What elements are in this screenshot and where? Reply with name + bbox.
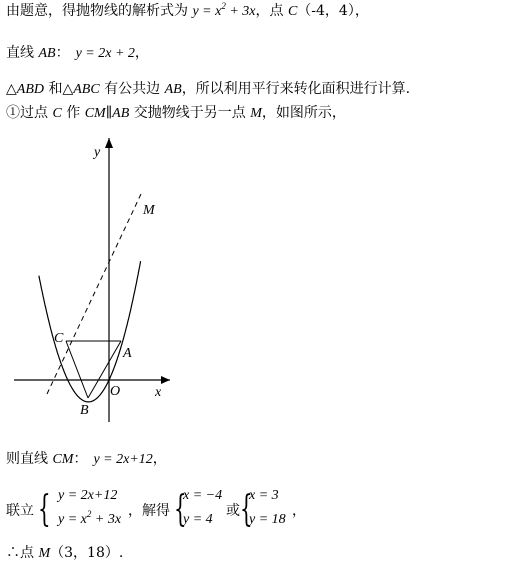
parabola-figure xyxy=(0,132,200,422)
triangle-symbol: △ xyxy=(6,81,17,97)
therefore-text: ∴点 xyxy=(6,545,39,561)
colon-2: ： xyxy=(73,451,88,467)
line4-text: ①过点 xyxy=(6,105,53,121)
label-m: M xyxy=(143,203,155,218)
line4-text-4: ，如图所示， xyxy=(261,105,346,121)
y-axis-label: y xyxy=(94,145,101,160)
line-cm-equation: y = 2x+12 xyxy=(93,452,153,467)
line4-text-3: 交抛物线于另一点 xyxy=(129,105,251,121)
text-line-7 xyxy=(6,544,123,563)
system1-row2: $y = x^2 + 3x$ xyxy=(58,509,122,527)
line2-text: 直线 xyxy=(6,45,39,61)
segment-cb xyxy=(66,341,88,398)
dashed-line-cm xyxy=(47,194,141,394)
x-axis-arrow xyxy=(161,376,170,384)
label-c: C xyxy=(54,331,64,346)
segment-cm: CM xyxy=(84,106,106,121)
brace-3: { xyxy=(240,489,253,530)
text-line-4 xyxy=(6,104,346,123)
lianli-text: 联立 xyxy=(6,503,34,519)
segment-ab-2: AB xyxy=(112,106,130,121)
parallel-symbol: ∥ xyxy=(105,105,113,121)
point-c: C xyxy=(52,106,62,121)
line1-math: $y = x^2 + 3x$ xyxy=(192,1,256,19)
line5-text: 则直线 xyxy=(6,451,53,467)
brace-2: { xyxy=(174,489,187,530)
solution1-x: x = −4 xyxy=(183,488,223,503)
segment-ab: AB xyxy=(164,82,182,97)
comma-3: ， xyxy=(292,503,306,519)
line3-text-2: 有公共边 xyxy=(99,81,165,97)
line-ab-label: AB xyxy=(38,46,56,61)
comma: ， xyxy=(134,45,149,61)
x-axis-label: x xyxy=(155,385,162,400)
line-cm-label: CM xyxy=(52,452,74,467)
line3-text: 和△ xyxy=(44,81,74,97)
triangle-abc: ABC xyxy=(73,82,100,97)
point-c-label: C xyxy=(287,4,298,19)
text-line-1 xyxy=(6,2,369,21)
text-line-3 xyxy=(6,80,410,99)
line1-text-2: ，点 xyxy=(255,3,288,19)
label-a: A xyxy=(123,346,132,361)
line1-text: 由题意，得抛物线的解析式为 xyxy=(6,3,193,19)
system1-row1: y = 2x+12 xyxy=(58,488,118,503)
triangle-abd: ABD xyxy=(16,82,44,97)
system-line xyxy=(0,486,517,536)
solution2-x: x = 3 xyxy=(249,488,279,503)
text-line-5 xyxy=(6,450,167,469)
or-text: 或 xyxy=(226,503,240,519)
point-m-final: M xyxy=(38,546,51,561)
point-m-coords: （3，18）. xyxy=(50,545,124,561)
point-c-coords: （-4，4）， xyxy=(297,3,369,19)
text-line-2 xyxy=(6,44,149,63)
label-o: O xyxy=(110,384,121,399)
point-m: M xyxy=(250,106,262,121)
comma-2: ， xyxy=(152,451,167,467)
colon: ： xyxy=(55,45,70,61)
line4-text-2: 作 xyxy=(61,105,85,121)
brace-1: { xyxy=(38,489,51,530)
line3-text-3: ，所以利用平行来转化面积进行计算. xyxy=(181,81,411,97)
solution1-y: y = 4 xyxy=(183,512,213,527)
solution2-y: y = 18 xyxy=(249,512,286,527)
jiede-text: ，解得 xyxy=(128,503,170,519)
y-axis-arrow xyxy=(105,138,113,148)
line-ab-equation: y = 2x + 2 xyxy=(75,46,135,61)
label-b: B xyxy=(80,403,89,418)
